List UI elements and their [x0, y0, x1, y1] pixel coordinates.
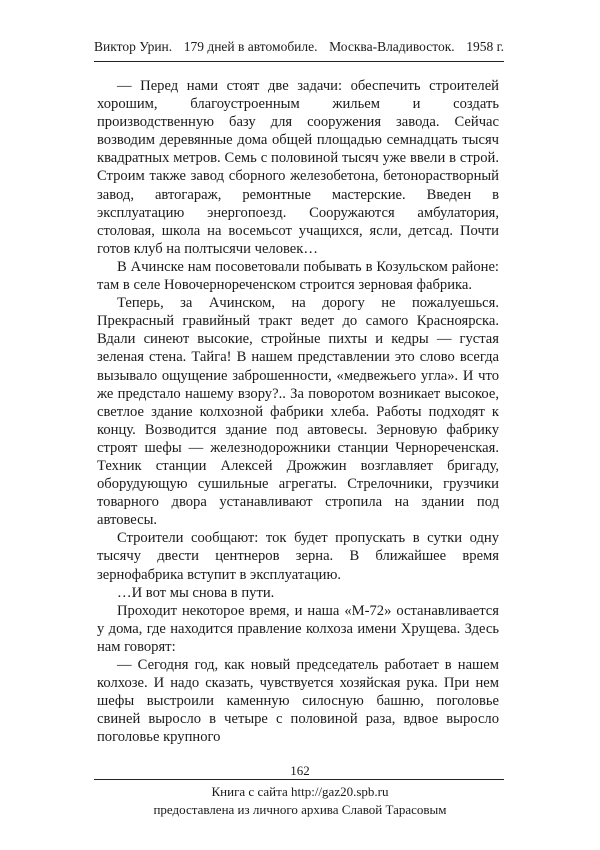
- paragraph: — Сегодня год, как новый председатель работает в нашем колхозе. И надо сказать, чувствуется хозяйская рука. При нем шефы выстроили каменную силосную башню, поголовье свиней выросло в четыре с половиной раза, вдвое выросло поголовье крупного: [97, 657, 499, 746]
- paragraph: Теперь, за Ачинском, на дорогу не пожалуешься. Прекрасный гравийный тракт ведет до самого Красноярска. Вдали синеют высокие, стройные пихты и кедры — густая зеленая стена. Тайга! В нашем представлении это слово всегда вызывало ощущение заброшенности, «медвежьего угла». И что же предстало нашему взору?.. За поворотом возникает высокое, светлое здание колхозной фабрики хлеба. Работы подходят к концу. Возводится здание под автовесы. Зерновую фабрику строят шефы — железнодорожники станции Чернореченская. Техник станции Алексей Дрожжин возглавляет бригаду, оборудующую сушильные агрегаты. Стрелочники, грузчики товарного двора устанавливают стропила на здании под автовесы.: [97, 295, 499, 529]
- header-route: Москва-Владивосток.: [329, 39, 455, 54]
- paragraph: …И вот мы снова в пути.: [117, 584, 275, 601]
- source-link[interactable]: http://gaz20.spb.ru: [290, 784, 389, 799]
- header-book-title: 179 дней в автомобиле.: [183, 39, 318, 54]
- header-author: Виктор Урин.: [94, 39, 173, 54]
- source-line: [0, 784, 600, 800]
- body-text: [97, 77, 499, 746]
- paragraph: Проходит некоторое время, и наша «М-72» останавливается у дома, где находится правление колхоза имени Хрущева. Здесь нам говорят:: [97, 602, 499, 655]
- header-divider: [94, 61, 504, 62]
- paragraph: В Ачинске нам посоветовали побывать в Козульском районе: там в селе Новочернореченском строится зерновая фабрика.: [97, 258, 499, 294]
- paragraph: — Перед нами стоят две задачи: обеспечить строителей хорошим, благоустроенным жильем и создать производственную базу для сооружения завода. Сейчас возводим деревянные дома общей площадью семнадцать тысяч квадратных метров. Семь с половиной тысяч уже ввели в строй. Строим также завод сборного железобетона, бетонорастворный завод, автогараж, ремонтные мастерские. Введен в эксплуатацию энергопоезд. Сооружаются амбулатория, столовая, школа на восемьсот учащихся, ясли, детсад. Почти готов клуб на полтысячи человек…: [97, 78, 499, 257]
- page-number: 162: [290, 763, 310, 778]
- header-year: 1958 г.: [466, 39, 504, 54]
- source-prefix: Книга с сайта: [211, 784, 291, 799]
- credit-line: предоставлена из личного архива Славой Тарасовым: [153, 802, 447, 817]
- footer-divider: [94, 779, 504, 780]
- paragraph: Строители сообщают: ток будет пропускать в сутки одну тысячу двести центнеров зерна. В ближайшее время зернофабрика вступит в эксплуатацию.: [97, 530, 499, 583]
- running-header: [94, 38, 504, 56]
